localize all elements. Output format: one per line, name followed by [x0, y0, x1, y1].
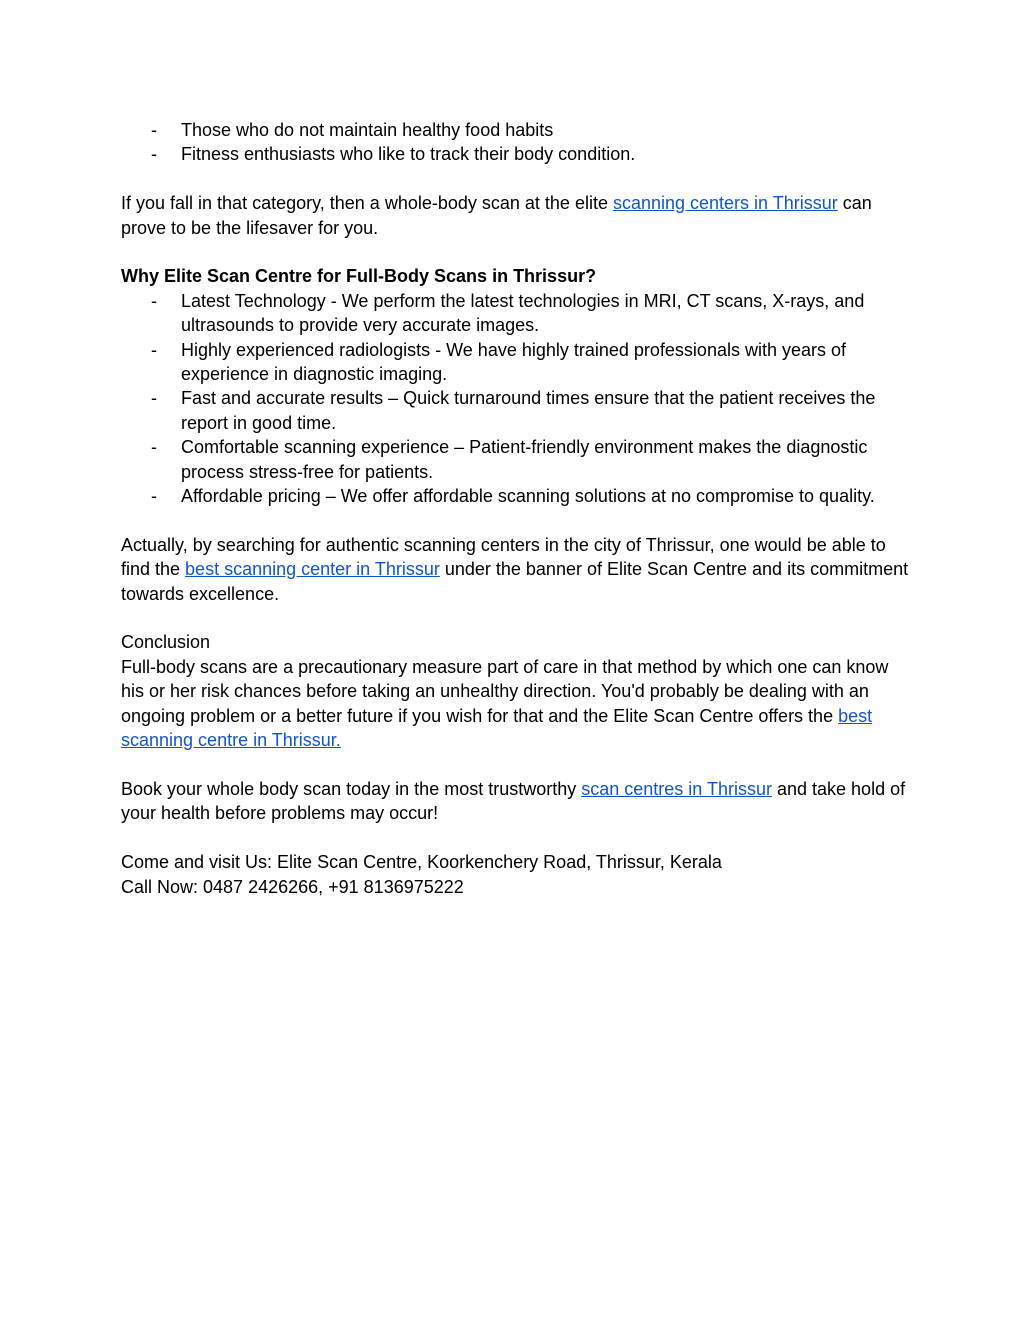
intro-text: If you fall in that category, then a whole-body scan at the elite — [121, 193, 613, 214]
list-item — [121, 386, 911, 435]
booking-paragraph — [121, 777, 911, 826]
section-heading: Why Elite Scan Centre for Full-Body Scans in Thrissur? — [121, 266, 597, 287]
benefits-list — [121, 289, 911, 509]
conclusion-paragraph — [121, 655, 911, 753]
best-scanning-centre-link[interactable]: best scanning centre in Thrissur. — [121, 705, 873, 751]
list-item — [121, 435, 911, 484]
list-dash: - — [151, 339, 157, 360]
intro-paragraph — [121, 191, 911, 240]
booking-text: Book your whole body scan today in the most trustworthy — [121, 778, 582, 799]
list-dash: - — [151, 120, 157, 140]
list-dash: - — [151, 388, 157, 409]
list-dash: - — [151, 290, 157, 311]
scan-centres-link[interactable]: scan centres in Thrissur — [581, 778, 772, 799]
list-item-text: Affordable pricing – We offer affordable scanning solutions at no compromise to quality. — [181, 486, 875, 507]
list-item-text: Comfortable scanning experience – Patient-friendly environment makes the diagnostic process stress-free for patients. — [181, 437, 868, 482]
list-item — [121, 142, 911, 166]
intro-text-end: can prove to be the lifesaver for you. — [121, 193, 872, 238]
call-numbers: Call Now: 0487 2426266, +91 8136975222 — [121, 876, 464, 897]
conclusion-title: Conclusion — [121, 632, 211, 653]
audience-list — [121, 118, 911, 167]
search-paragraph — [121, 533, 911, 606]
list-dash: - — [151, 437, 157, 458]
best-scanning-center-link[interactable]: best scanning center in Thrissur — [185, 559, 440, 580]
list-item-text: Highly experienced radiologists - We have highly trained professionals with years of experience in diagnostic imaging. — [181, 339, 847, 385]
list-item-text: Those who do not maintain healthy food habits — [181, 120, 554, 140]
search-text-end: under the banner of Elite Scan Centre and its commitment towards excellence. — [121, 559, 909, 604]
list-item-text: Fast and accurate results – Quick turnaround times ensure that the patient receives the report in good time. — [181, 388, 876, 433]
search-text: Actually, by searching for authentic scanning centers in the city of Thrissur, one would be able to find the — [121, 534, 886, 580]
booking-text-end: and take hold of your health before problems may occur! — [121, 778, 906, 824]
list-dash: - — [151, 486, 157, 507]
list-item-text: Fitness enthusiasts who like to track their body condition. — [181, 144, 636, 165]
list-item — [121, 118, 911, 142]
conclusion-text: Full-body scans are a precautionary measure part of care in that method by which one can know his or her risk chances before taking an unhealthy direction. You'd probably be dealing with an ongoing problem or a better future if you wish for that and the Elite Scan Centre offers the — [121, 656, 889, 726]
list-dash: - — [151, 144, 157, 165]
visit-address: Come and visit Us: Elite Scan Centre, Koorkenchery Road, Thrissur, Kerala — [121, 852, 722, 873]
list-item — [121, 484, 911, 508]
list-item — [121, 338, 911, 387]
list-item-text: Latest Technology - We perform the latest technologies in MRI, CT scans, X-rays, and ultrasounds to provide very accurate images. — [181, 290, 865, 336]
list-item — [121, 289, 911, 338]
document-page — [121, 118, 911, 899]
scanning-centers-link[interactable]: scanning centers in Thrissur — [612, 193, 838, 214]
